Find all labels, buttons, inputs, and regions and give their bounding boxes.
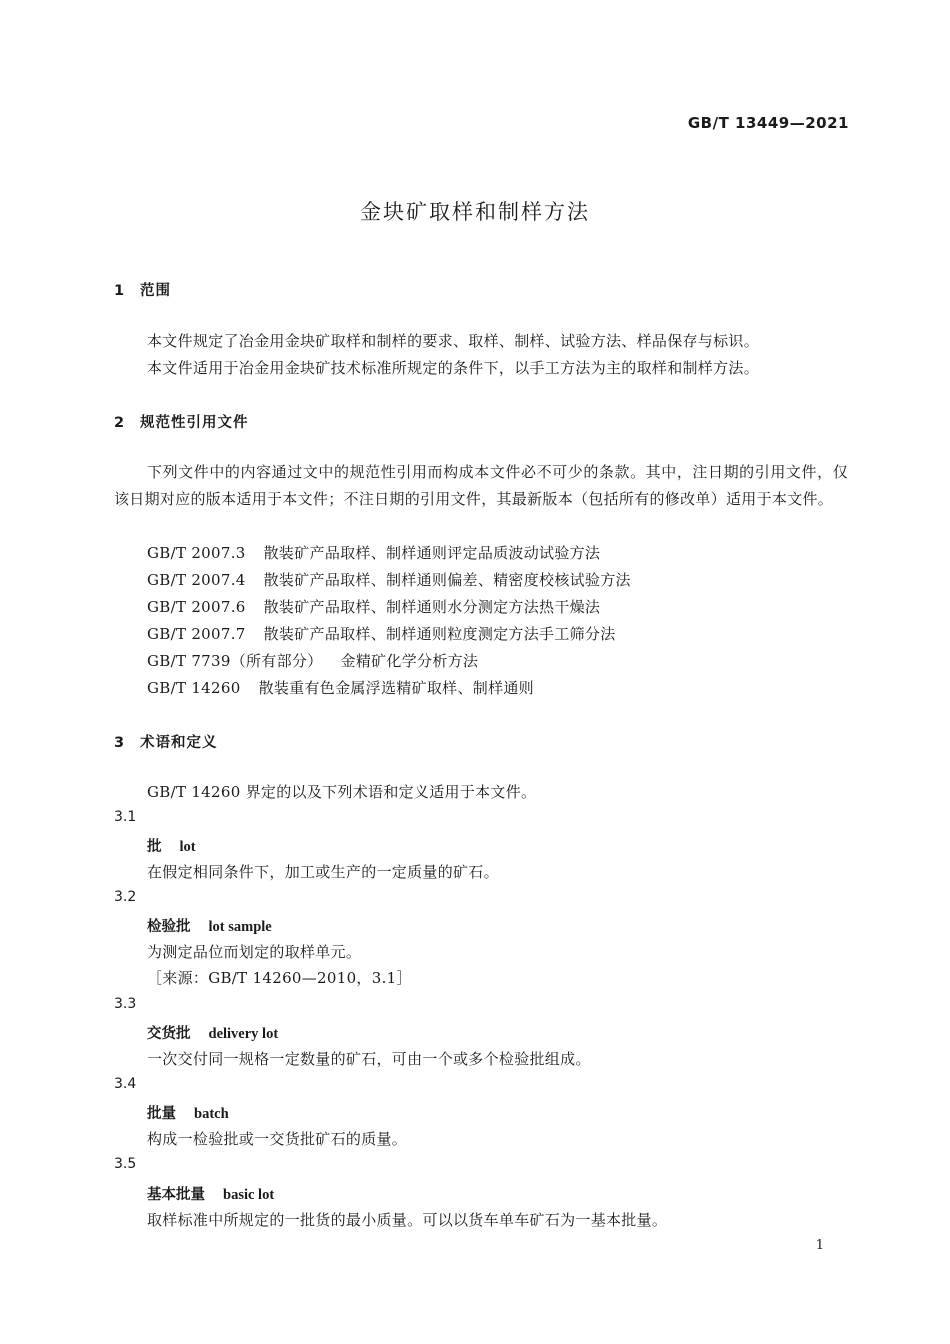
reference-code: GB/T 2007.7 [147,625,246,643]
reference-title: 散装矿产品取样、制样通则粒度测定方法手工筛分法 [263,625,616,643]
clause-number: 3.1 [114,809,137,825]
reference-item [147,596,600,617]
reference-item [147,542,600,563]
section-number: 3 [114,735,126,751]
reference-title: 金精矿化学分析方法 [340,652,479,670]
clause-number: 3.4 [114,1076,137,1092]
reference-item [147,569,631,590]
term-heading [147,915,272,936]
standard-code: GB/T 13449—2021 [687,114,849,132]
term-definition: 为测定品位而划定的取样单元。 [147,943,362,961]
reference-title: 散装矿产品取样、制样通则评定品质波动试验方法 [263,544,601,562]
page-number: 1 [815,1238,824,1253]
reference-code: GB/T 2007.6 [147,598,246,616]
section-title: 术语和定义 [140,735,218,751]
term-heading [147,1102,229,1123]
term-definition: 取样标准中所规定的一批货的最小质量。可以以货车单车矿石为一基本批量。 [147,1211,668,1229]
reference-title: 散装重有色金属浮选精矿取样、制样通则 [258,679,534,697]
term-chinese: 基本批量 [147,1187,205,1203]
section-3-heading [114,731,218,752]
terms-intro: GB/T 14260 界定的以及下列术语和定义适用于本文件。 [147,783,537,801]
reference-code: GB/T 14260 [147,679,241,697]
reference-title: 散装矿产品取样、制样通则偏差、精密度校核试验方法 [263,571,631,589]
term-heading [147,1022,278,1043]
reference-code: GB/T 2007.3 [147,544,246,562]
reference-code: GB/T 2007.4 [147,571,246,589]
term-english: batch [194,1106,229,1122]
section-2-heading [114,411,249,432]
section-1-heading [114,279,171,300]
term-english: lot sample [208,919,272,935]
term-chinese: 检验批 [147,919,191,935]
clause-number: 3.3 [114,996,137,1012]
section-number: 2 [114,415,126,431]
term-definition: 在假定相同条件下，加工或生产的一定质量的矿石。 [147,863,499,881]
reference-title: 散装矿产品取样、制样通则水分测定方法热干燥法 [263,598,601,616]
term-source: ［来源：GB/T 14260—2010，3.1］ [147,969,412,987]
term-english: delivery lot [208,1026,279,1042]
clause-number: 3.5 [114,1156,137,1172]
term-definition: 一次交付同一规格一定数量的矿石，可由一个或多个检验批组成。 [147,1050,591,1068]
term-chinese: 交货批 [147,1026,191,1042]
reference-code: GB/T 7739（所有部分） [147,652,323,670]
term-chinese: 批 [147,839,162,855]
reference-item [147,650,478,671]
term-english: basic lot [223,1187,275,1203]
section-number: 1 [114,283,126,299]
term-english: lot [179,839,196,855]
references-intro: 下列文件中的内容通过文中的规范性引用而构成本文件必不可少的条款。其中，注日期的引用文件，仅该日期对应的版本适用于本文件；不注日期的引用文件，其最新版本（包括所有的修改单）适用于本文件。 [114,463,848,508]
term-heading [147,835,196,856]
term-definition: 构成一检验批或一交货批矿石的质量。 [147,1130,408,1148]
section-title: 规范性引用文件 [140,415,249,431]
clause-number: 3.2 [114,889,137,905]
section-title: 范围 [140,283,171,299]
reference-item [147,623,616,644]
document-title: 金块矿取样和制样方法 [360,200,590,224]
term-heading [147,1183,274,1204]
scope-paragraph-2: 本文件适用于冶金用金块矿技术标准所规定的条件下，以手工方法为主的取样和制样方法。 [147,359,760,377]
term-chinese: 批量 [147,1106,176,1122]
scope-paragraph-1: 本文件规定了冶金用金块矿取样和制样的要求、取样、制样、试验方法、样品保存与标识。 [147,332,760,350]
reference-item [147,677,534,698]
